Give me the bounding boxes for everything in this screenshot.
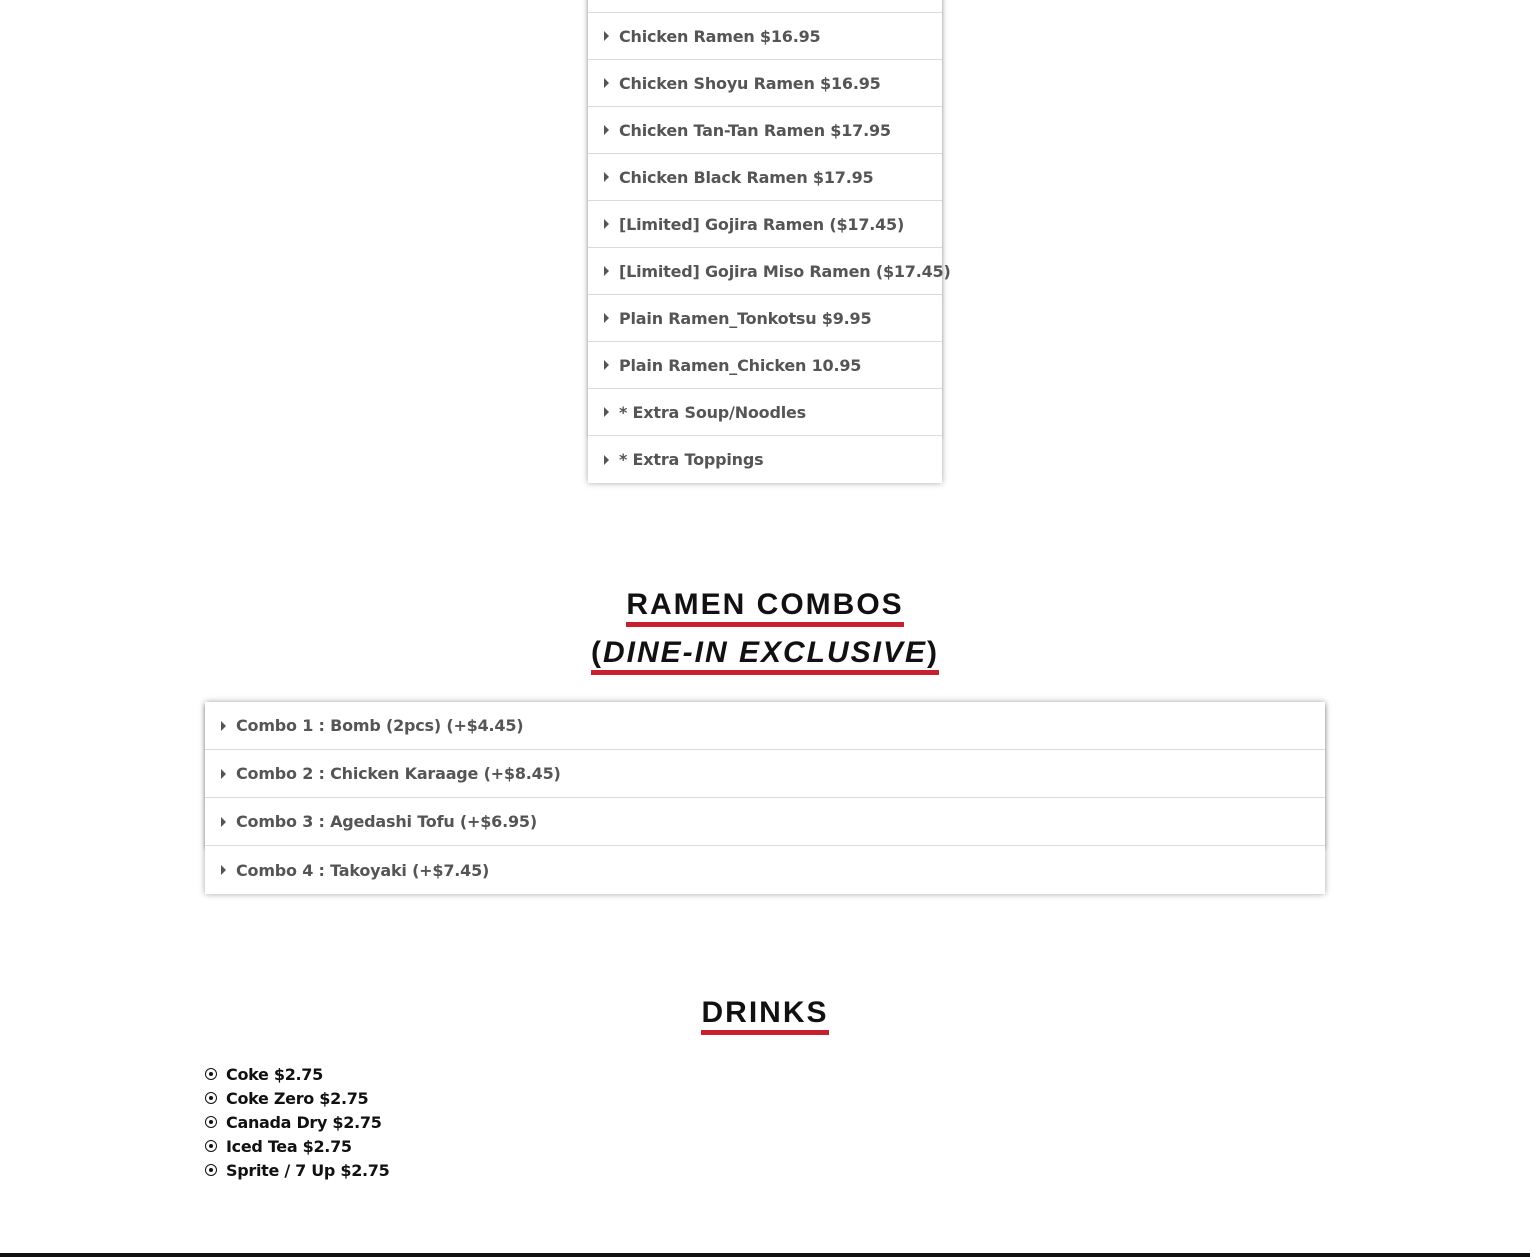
drink-label: Iced Tea $2.75	[226, 1136, 352, 1156]
accordion-item[interactable]	[205, 846, 1325, 894]
dot-circle-icon	[205, 1092, 217, 1104]
accordion-item[interactable]	[588, 107, 942, 154]
combos-title-open-paren: (	[590, 636, 603, 669]
dot-circle-icon	[205, 1116, 217, 1128]
caret-right-icon	[604, 455, 609, 465]
combos-title-italic: DINE-IN EXCLUSIVE	[602, 636, 928, 669]
caret-right-icon	[221, 817, 226, 827]
accordion-item[interactable]	[205, 798, 1325, 846]
caret-right-icon	[604, 78, 609, 88]
drink-label: Sprite / 7 Up $2.75	[226, 1160, 390, 1180]
list-item	[205, 1110, 389, 1134]
drink-label: Canada Dry $2.75	[226, 1112, 382, 1132]
dot-circle-icon	[205, 1164, 217, 1176]
accordion-item-label: Chicken Black Ramen $17.95	[619, 167, 874, 187]
caret-right-icon	[221, 721, 226, 731]
caret-right-icon	[604, 172, 609, 182]
ramen-menu-accordion	[588, 0, 951, 483]
drinks-title: DRINKS	[701, 996, 828, 1035]
accordion-item-label: Chicken Ramen $16.95	[619, 26, 821, 46]
accordion-item-label: Combo 3 : Agedashi Tofu (+$6.95)	[236, 812, 537, 831]
caret-right-icon	[604, 219, 609, 229]
dot-circle-icon	[205, 1068, 217, 1080]
accordion-item-label: Chicken Shoyu Ramen $16.95	[619, 73, 881, 93]
accordion-item[interactable]	[588, 60, 942, 107]
caret-right-icon	[604, 360, 609, 370]
accordion-item[interactable]	[588, 0, 942, 13]
accordion-item[interactable]	[205, 750, 1325, 798]
combos-title-line2	[591, 636, 939, 675]
accordion-item-label: [Limited] Gojira Miso Ramen ($17.45)	[619, 261, 951, 281]
accordion-item-label: * Extra Toppings	[619, 450, 764, 469]
caret-right-icon	[604, 266, 609, 276]
accordion-item[interactable]	[588, 295, 942, 342]
accordion-item[interactable]	[588, 436, 942, 483]
combos-accordion	[205, 702, 1325, 894]
list-item	[205, 1086, 389, 1110]
accordion-item[interactable]	[588, 389, 942, 436]
accordion-item[interactable]	[588, 342, 942, 389]
list-item	[205, 1062, 389, 1086]
accordion-item[interactable]	[588, 248, 951, 295]
accordion-item-label: Plain Ramen_Tonkotsu $9.95	[619, 308, 872, 328]
drinks-list	[205, 1062, 389, 1182]
drink-label: Coke $2.75	[226, 1064, 323, 1084]
caret-right-icon	[604, 313, 609, 323]
caret-right-icon	[221, 769, 226, 779]
accordion-item[interactable]	[205, 702, 1325, 750]
accordion-item-label: * Extra Soup/Noodles	[619, 402, 806, 422]
accordion-item[interactable]	[588, 154, 942, 201]
accordion-item-label: Combo 1 : Bomb (2pcs) (+$4.45)	[236, 716, 524, 735]
accordion-item[interactable]	[588, 13, 942, 60]
accordion-item-label: [Limited] Gojira Ramen ($17.45)	[619, 214, 905, 234]
caret-right-icon	[604, 31, 609, 41]
footer-divider	[0, 1253, 1530, 1257]
dot-circle-icon	[205, 1140, 217, 1152]
combos-title-line1: RAMEN COMBOS	[626, 588, 903, 627]
combos-heading	[0, 581, 1530, 677]
accordion-item[interactable]	[588, 201, 942, 248]
accordion-item-label: Plain Ramen_Chicken 10.95	[619, 355, 862, 375]
accordion-item-label: Combo 2 : Chicken Karaage (+$8.45)	[236, 764, 561, 783]
caret-right-icon	[604, 125, 609, 135]
caret-right-icon	[221, 865, 226, 875]
accordion-item-label: Combo 4 : Takoyaki (+$7.45)	[236, 860, 490, 880]
caret-right-icon	[604, 407, 609, 417]
list-item	[205, 1134, 389, 1158]
drink-label: Coke Zero $2.75	[226, 1088, 369, 1108]
list-item	[205, 1158, 389, 1182]
accordion-item-label: Chicken Tan-Tan Ramen $17.95	[619, 120, 891, 140]
drinks-heading	[0, 989, 1530, 1037]
combos-title-close-paren: )	[927, 636, 940, 669]
